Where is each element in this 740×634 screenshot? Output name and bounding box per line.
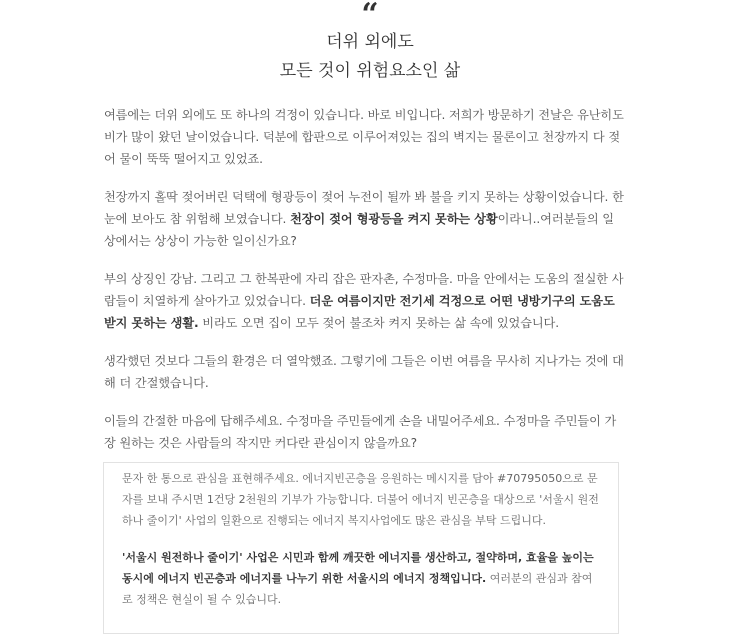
quote-mark-icon: “ [361, 0, 379, 32]
paragraph-gangnam-text-a: 부의 상징인 강남. 그리고 그 한복판에 자리 잡은 판자촌, 수정마을. 마을 안에서는 도움의 절실한 사람들이 치열하게 살아가고 있었습니다. [104, 272, 624, 308]
paragraph-rain: 여름에는 더위 외에도 또 하나의 걱정이 있습니다. 바로 비입니다. 저희가 방문하기 전날은 유난히도 비가 많이 왔던 날이었습니다. 덕분에 합판으로 이루어져있는 집의 벽지는 물론이고 천장까지 다 젖어 물이 뚝뚝 떨어지고 있었죠. [104, 108, 624, 166]
paragraph-gangnam-emphasis: 더운 여름이지만 전기세 걱정으로 어떤 냉방기구의 도움도 받지 못하는 생활. [104, 294, 615, 330]
paragraph-ceiling-emphasis: 천장이 젖어 형광등을 켜지 못하는 상황 [290, 212, 498, 226]
paragraph-appeal: 이들의 간절한 마음에 답해주세요. 수정마을 주민들에게 손을 내밀어주세요. 수정마을 주민들이 가장 원하는 것은 사람들의 작지만 커다란 관심이지 않을까요? [104, 414, 617, 450]
paragraph-gangnam [104, 268, 624, 334]
paragraph-environment: 생각했던 것보다 그들의 환경은 더 열악했죠. 그렇기에 그들은 이번 여름을 무사히 지나가는 것에 대해 더 간절했습니다. [104, 354, 624, 390]
policy-notice-text-b: 여러분의 관심과 참여로 정책은 현실이 될 수 있습니다. [122, 572, 593, 606]
article-headline [0, 28, 740, 86]
headline-line-2: 모든 것이 위험요소인 삶 [279, 61, 461, 81]
paragraph-ceiling-text-a: 천장까지 홀딱 젖어버린 덕택에 형광등이 젖어 누전이 될까 봐 불을 키지 못하는 상황이었습니다. 한눈에 보아도 참 위험해 보였습니다. [104, 190, 624, 226]
paragraph-ceiling-text-c: 이라니..여러분들의 일상에서는 상상이 가능한 일이신가요? [104, 212, 614, 248]
policy-notice-text [122, 547, 600, 610]
donation-notice-text: 문자 한 통으로 관심을 표현해주세요. 에너지빈곤층을 응원하는 메시지를 담아 #70795050으로 문자를 보내 주시면 1건당 2천원의 기부가 가능합니다. 더불어 에너지 빈곤층을 대상으로 '서울시 원전하나 줄이기' 사업의 일환으로 진행되는 에너지 복지사업에도 많은 관심을 부탁 드립니다. [122, 472, 599, 527]
headline-line-1: 더위 외에도 [326, 32, 414, 52]
donation-notice-box [103, 462, 619, 634]
paragraph-gangnam-text-c: 비라도 오면 집이 모두 젖어 불조차 켜지 못하는 삶 속에 있었습니다. [198, 316, 559, 330]
article-body [104, 104, 624, 470]
paragraph-ceiling [104, 186, 624, 252]
policy-notice-emphasis: '서울시 원전하나 줄이기' 사업은 시민과 함께 깨끗한 에너지를 생산하고, 절약하며, 효율을 높이는 동시에 에너지 빈곤층과 에너지를 나누기 위한 서울시의 에너지 정책입니다. [122, 551, 594, 585]
